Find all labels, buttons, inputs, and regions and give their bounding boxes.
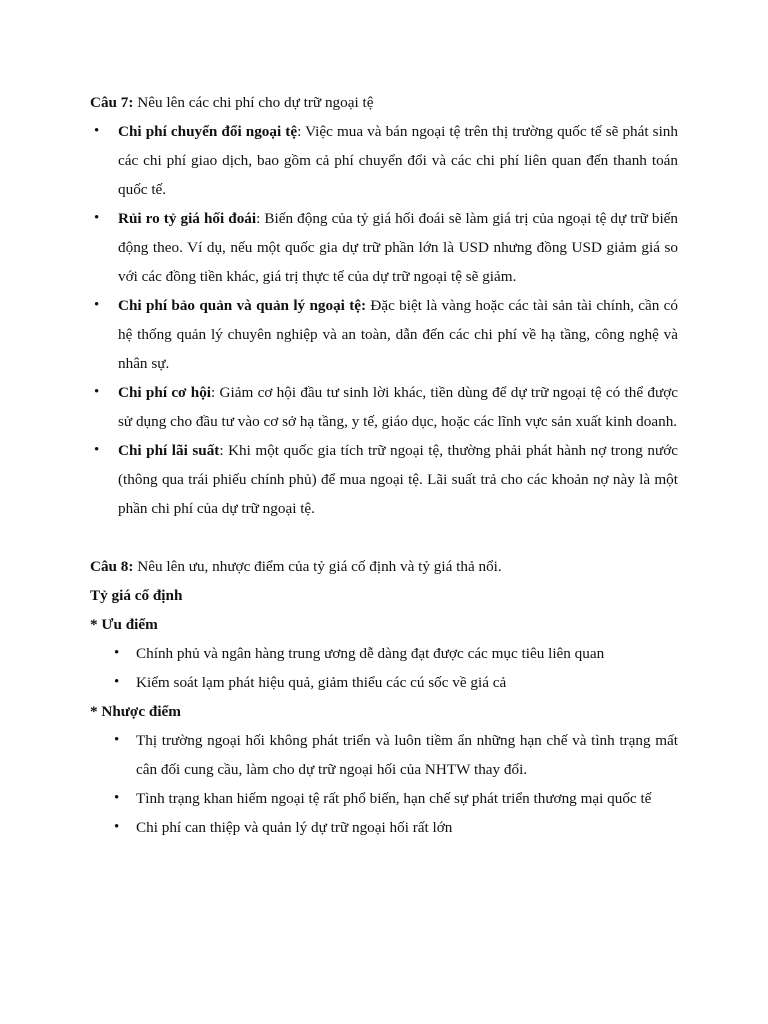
item-separator: : — [219, 442, 229, 459]
question-8-text: Nêu lên ưu, nhược điểm của tỷ giá cố định và tỷ giá thả nổi. — [133, 558, 502, 575]
question-7-text: Nêu lên các chi phí cho dự trữ ngoại tệ — [133, 94, 374, 111]
fixed-rate-heading — [90, 581, 678, 610]
question-7-list — [90, 117, 678, 523]
item-term: Rủi ro tỷ giá hối đoái — [118, 210, 257, 227]
item-text: Giảm cơ hội đầu tư sinh lời khác, tiền dùng để dự trữ ngoại tệ có thể được sử dụng cho đầu tư vào cơ sở hạ tầng, y tế, giáo dục, hoặc các lĩnh vực sản xuất kinh doanh. — [118, 384, 678, 430]
item-term: Chi phí lãi suất — [118, 442, 220, 459]
question-8-label: Câu 8: — [90, 558, 134, 575]
item-separator: : — [256, 210, 265, 227]
list-item: • Kiểm soát lạm phát hiệu quả, giảm thiểu các cú sốc về giá cả — [90, 668, 678, 697]
item-term: Chi phí chuyển đổi ngoại tệ — [118, 123, 298, 140]
question-8-heading — [90, 552, 678, 581]
pros-title: * Ưu điểm — [90, 616, 158, 633]
pros-list — [90, 639, 678, 697]
item-text: Việc mua và bán ngoại tệ trên thị trường quốc tế sẽ phát sinh các chi phí giao dịch, bao gồm cả phí chuyển đổi và các chi phí liên quan đến thanh toán quốc tế. — [118, 123, 678, 198]
list-item — [90, 204, 678, 291]
list-item: • Chính phủ và ngân hàng trung ương dễ dàng đạt được các mục tiêu liên quan — [90, 639, 678, 668]
paragraph-spacer — [90, 523, 678, 552]
item-text: Khi một quốc gia tích trữ ngoại tệ, thường phải phát hành nợ trong nước (thông qua trái phiếu chính phủ) để mua ngoại tệ. Lãi suất trả cho các khoản nợ này là một phần chi phí của dự trữ ngoại tệ. — [118, 442, 678, 517]
item-term: Chi phí cơ hội — [118, 384, 212, 401]
list-item — [90, 378, 678, 436]
item-text: Đặc biệt là vàng hoặc các tài sản tài chính, cần có hệ thống quản lý chuyên nghiệp và an toàn, dẫn đến các chi phí về hạ tầng, công nghệ và nhân sự. — [118, 297, 679, 372]
list-item: • Chi phí can thiệp và quản lý dự trữ ngoại hối rất lớn — [90, 813, 678, 842]
fixed-rate-title: Tỷ giá cố định — [90, 587, 183, 604]
list-item — [90, 436, 678, 523]
item-separator: : — [211, 384, 220, 401]
list-item — [90, 291, 678, 378]
item-term: Chi phí bảo quản và quản lý ngoại tệ: — [118, 297, 367, 314]
cons-list — [90, 726, 678, 842]
item-separator: : — [297, 123, 306, 140]
list-item: • Thị trường ngoại hối không phát triển và luôn tiềm ẩn những hạn chế và tình trạng mất cân đối cung cầu, làm cho dự trữ ngoại hối của NHTW thay đổi. — [90, 726, 678, 784]
list-item — [90, 117, 678, 204]
item-text: Biến động của tỷ giá hối đoái sẽ làm giá trị của ngoại tệ dự trữ biến động theo. Ví dụ, nếu một quốc gia dự trữ phần lớn là USD nhưng đồng USD giảm giá so với các đồng tiền khác, giá trị thực tế của dự trữ ngoại tệ sẽ giảm. — [118, 210, 678, 285]
question-7-label: Câu 7: — [90, 94, 134, 111]
question-7-heading — [90, 88, 678, 117]
pros-heading — [90, 610, 678, 639]
cons-title: * Nhược điểm — [90, 703, 181, 720]
cons-heading — [90, 697, 678, 726]
list-item: • Tình trạng khan hiếm ngoại tệ rất phổ biến, hạn chế sự phát triển thương mại quốc tế — [90, 784, 678, 813]
